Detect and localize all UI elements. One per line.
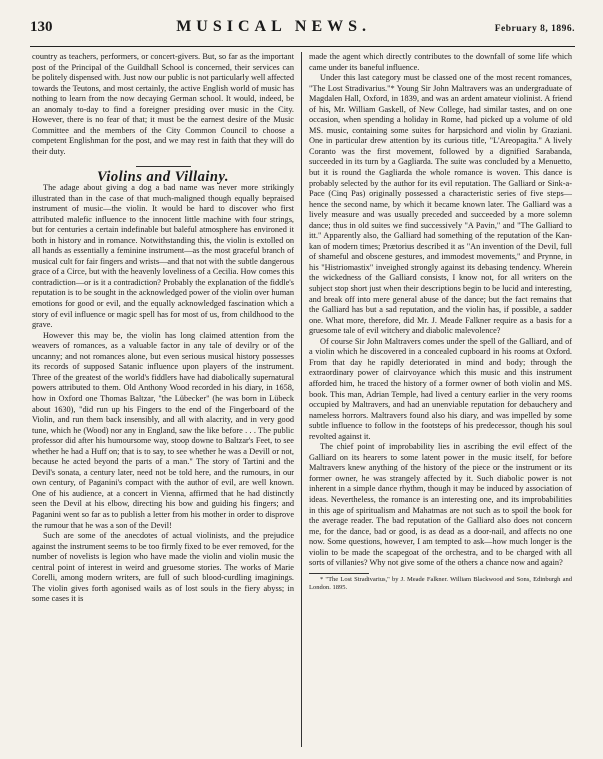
column-divider xyxy=(301,52,302,747)
section-divider xyxy=(136,166,191,167)
article-paragraph: made the agent which directly contributes to the downfall of some life which came under its baneful influence. xyxy=(309,52,572,72)
article-paragraph: The chief point of improbability lies in ascribing the evil effect of the Galliard on its hearers to some latent power in the music itself, for before Maltravers knew anything of the history of the piece or the instrument or its former owner, he was strangely affected by it. Such diabolic power is not inherent in a simple dance rhythm, though it may be induced by association of ideas. Nevertheless, the romance is an interesting one, and its improbabilities in this age of spiritualism and Mahatmas are not such as to spoil the book for the average reader. The bad reputation of the Galliard also does not concern me, for the dance, bad or good, is as dead as a door-nail, and affects no one now. Some questions, however, I am tempted to ask—how much longer is the violin to be made the scapegoat of the orchestra, and to be charged with all sorts of villanies? Why not give some of the others a chance now and again? xyxy=(309,442,572,568)
page-number: 130 xyxy=(30,19,53,35)
section-title: Violins and Villainy. xyxy=(96,169,230,186)
intro-paragraph: country as teachers, performers, or concert-givers. But, so far as the important post of the Principal of the Guildhall School is concerned, their services can be politely dispensed with. Just now our public is not particularly well affected towards the Teutons, and most certainly, the active English world of music has nothing to learn from the now decaying German school. It would, indeed, be an anomaly to-day to find a foreigner presiding over music in the City. However, there is no fear of that; it must be the earnest desire of the Music Committee and the members of the City Common Council to choose a competent Englishman for the post, and we may rest in faith that they will do their duty. xyxy=(32,52,294,156)
right-column xyxy=(309,52,572,751)
page-header xyxy=(30,18,575,40)
footnote-rule xyxy=(309,573,369,574)
article-paragraph: Such are some of the anecdotes of actual violinists, and the prejudice against the instrument seems to be too firmly fixed to be ever removed, for the number of novelists is legion who have made the violin and violin music the central point of interest in weird and gruesome stories. The works of Marie Corelli, among modern writers, are full of such blood-curdling imaginings. The violin gives forth agonised wails as of lost souls in the fiery abyss; in some cases it is xyxy=(32,531,294,604)
issue-date: February 8, 1896. xyxy=(494,24,575,34)
article-paragraph: However this may be, the violin has long claimed attention from the weavers of romances, as a valuable factor in any tale of devilry or of the uncanny; and not romances alone, but even serious musical history possesses its records of supposed Satanic influence upon players of the instrument. Three of the greatest of the world's fiddlers have had diabolically supernatural powers attributed to them. Old Anthony Wood recorded in his diary, in 1658, how in Oxford one Thomas Baltzar, "the Lübecker" (he was born in Lübeck about 1630), "did run up his Fingers to the end of the Fingerboard of the Violin, and run them back insensibly, and all with alacrity, and in very good tune, which he (Wood) nor any in England, saw the like before . . . The public professor did after his humoursome way, stoop downe to Baltzar's Feet, to see whether he had a Huff on; that is to say, to see whether he was a Devill or not, because he acted beyond the parts of a man." The story of Tartini and the Devil's sonata, a century later, need not be told here, and the rumours, in our own century, of Paganini's compact with the author of evil, are well known. One of his audience, at a concert in Vienna, affirmed that he had distinctly seen the Devil at his elbow, directing his bow and guiding his fingers; and Paganini went so far as to publish a letter from his mother in order to disprove the rumour that he was a son of the Devil! xyxy=(32,330,294,530)
left-column xyxy=(32,52,294,751)
header-rule xyxy=(30,46,575,47)
footnote: * "The Lost Stradivarius," by J. Meade Falkner. William Blackwood and Sons, Edinburgh and London. 1895. xyxy=(309,575,572,591)
publication-title: MUSICAL NEWS. xyxy=(176,18,372,35)
article-paragraph: Under this last category must be classed one of the most recent romances, "The Lost Stradivarius."* Young Sir John Maltravers was an undergraduate of Magdalen Hall, Oxford, in 1839, and was an ardent amateur violinist. A friend of his, Mr. William Gaskell, of New College, had similar tastes, and on one occasion, when spending a holiday in Rome, had picked up a volume of old MS. music, containing some suites for harpsichord and violin by Graziani. One in particular drew attention by its curious title, "L'Areopagita." A lively Coranto was the first movement, followed by a dignified Sarabanda, succeeded in its turn by a Gagliarda. The suite was concluded by a Menuetto, but it is round the Gagliarda the whole romance is woven. This dance is probably selected by the author for its evil reputation. The Galliard or Sink-a-Pace (Cinq Pas) originally possessed a characteristic series of five steps—hence the second name, by which it became known later. The Galliard was a lively measure and was usually preceded and succeeded by a more solemn dance; thus in old suites we find successively "A Pavin," and "The Galliard to itt." Apparently also, the Galliard had something of the reputation of the Kan-kan of modern times; Prætorius described it as "An invention of the Devil, full of shameful and obscene gestures, and immodest movements," and Prynne, in his "Histriomastix" inveighed strongly against its debasing tendency. Wherein the wickedness of the Galliard consists, I know not, for all writers on the subject stop short just when their descriptions begin to be lucid and interesting, and break off into mere general abuse of the dance; but the fact remains that the Galliard has but a sad reputation, and the violin has, if possible, a sadder one. What more, therefore, did Mr. J. Meade Falkner require as a basis for a gruesome tale of evil witchery and diabolic malevolence? xyxy=(309,73,572,336)
article-paragraph: The adage about giving a dog a bad name was never more strikingly illustrated than in the case of that much-maligned though equally bepraised instrument of music—the violin. It would be hard to discover who first attributed malefic influence to the innocent little machine with four strings, but for centuries a certain indefinable but baleful atmosphere has environed it both in history and in romance. Notwithstanding this, the violin is extolled on all hands as essentially a feminine instrument—as the most graceful branch of musical cult for fair fingers and wrists—and that not with the subtle dangerous grace of a Circe, but with the heavenly loveliness of a Cecilia. How comes this contradiction—or is it a contradiction? Probably the explanation of the fiddle's reputation is to be sought in the acknowledged power of the violin over human emotions for good or evil, and the equally acknowledged fascination which a story of evil influence or magic spell has for most of us, from childhood to the grave. xyxy=(32,183,294,330)
article-paragraph: Of course Sir John Maltravers comes under the spell of the Galliard, and of a violin which he discovered in a concealed cupboard in his rooms at Oxford. From that day he rapidly deteriorated in mind and body; through the extraordinary power of clairvoyance which this music and this instrument afforded him, he traced the history of a former owner of both violin and MS. book. This man, Adrian Temple, had lived a century earlier in the very rooms occupied by Maltravers, and had an unenviable reputation for debauchery and nameless horrors. Maltravers found also his diary, and was impelled by some subtle influence to follow in the footsteps of his predecessor, though his soul revolted against it. xyxy=(309,336,572,441)
